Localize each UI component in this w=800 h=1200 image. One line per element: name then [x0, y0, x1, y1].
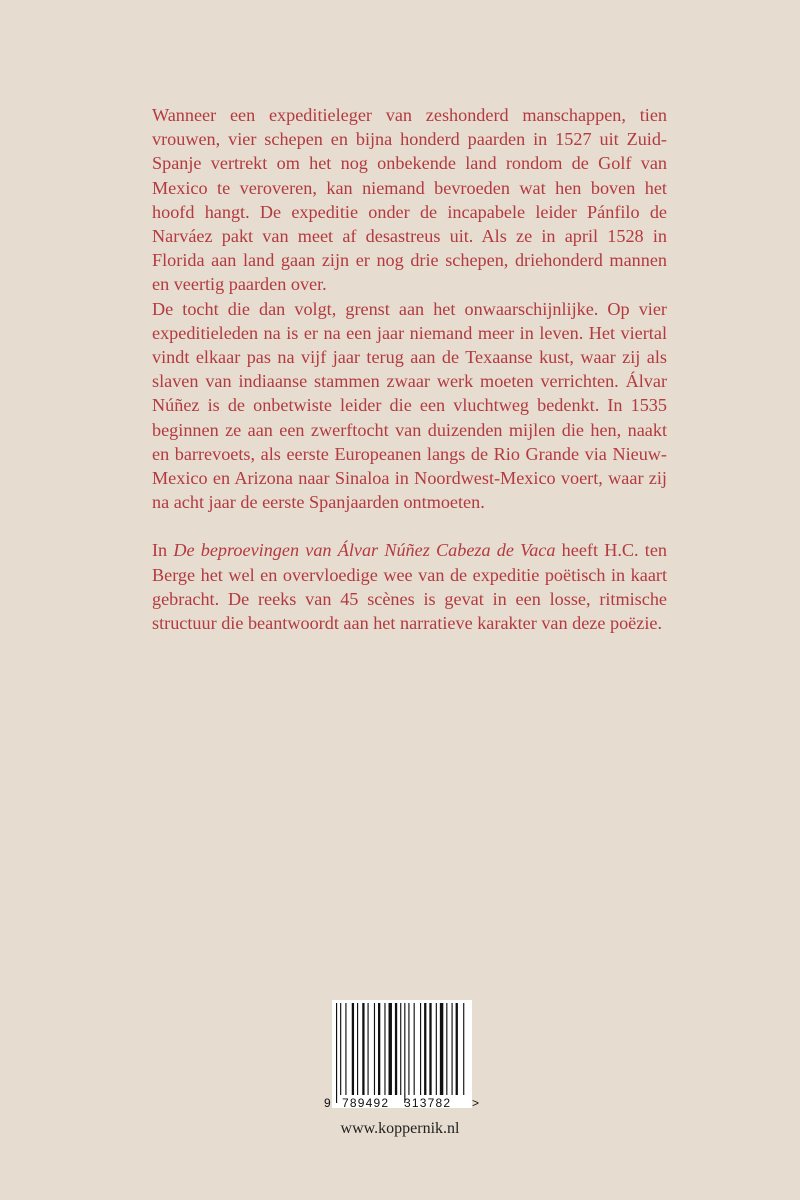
barcode-bar: [340, 1003, 341, 1095]
barcode-bar: [395, 1003, 397, 1095]
barcode-bar: [345, 1003, 346, 1095]
barcode-bar: [456, 1003, 458, 1095]
book-title: De beproevingen van Álvar Núñez Cabeza de Vaca: [173, 540, 556, 561]
barcode-arrow: >: [472, 1096, 480, 1110]
paragraph-spacer: [152, 514, 667, 538]
barcode-bar: [420, 1003, 421, 1095]
barcode-bar: [336, 1003, 337, 1103]
publisher-website: www.koppernik.nl: [340, 1120, 460, 1137]
barcode-right-group: 313782: [404, 1096, 452, 1110]
barcode-bar: [368, 1003, 369, 1095]
barcode-bar: [378, 1003, 380, 1095]
barcode-lead-digit: 9: [324, 1096, 331, 1110]
barcode-bars: [334, 1003, 470, 1107]
barcode-bar: [414, 1003, 415, 1095]
isbn-barcode: [322, 1000, 488, 1110]
barcode-bar: [404, 1003, 405, 1103]
barcode-bar: [446, 1003, 447, 1095]
barcode-left-group: 789492: [342, 1096, 390, 1110]
barcode-bar: [352, 1003, 354, 1095]
paragraph-3-rest: heeft H.C. ten Berge het wel en overvloedige wee van de expeditie poëtisch in kaart gebracht. De reeks van 45 scènes is gevat in een losse, ritmische structuur die beantwoordt aan het narratieve karakter van deze poëzie.: [152, 540, 668, 634]
barcode-bar: [429, 1003, 431, 1095]
blurb-paragraph-1: Wanneer een expeditieleger van zeshonderd manschappen, tien vrouwen, vier schepen en bijna honderd paarden in 1527 uit Zuid-Spanje vertrekt om het nog onbekende land rondom de Golf van Mexico te veroveren, kan niemand bevroeden wat hen boven het hoofd hangt. De expeditie onder de incapabele leider Pánfilo de Narváez pakt van meet af desastreus uit. Als ze in april 1528 in Florida aan land gaan zijn er nog drie schepen, driehonderd mannen en veertig paarden over.: [152, 105, 667, 295]
barcode-bar: [452, 1003, 453, 1095]
barcode-bar: [463, 1003, 464, 1095]
paragraph-3-intro: In: [152, 540, 174, 561]
barcode-bar: [362, 1003, 364, 1095]
barcode-bar: [384, 1003, 385, 1095]
barcode-bar: [440, 1003, 443, 1095]
barcode-bar: [400, 1003, 401, 1095]
barcode-bar: [389, 1003, 392, 1095]
barcode-bar: [357, 1003, 358, 1095]
blurb-paragraph-2: De tocht die dan volgt, grenst aan het onwaarschijnlijke. Op vier expeditieleden na is er na een jaar niemand meer in leven. Het viertal vindt elkaar pas na vijf jaar terug aan de Texaanse kust, waar zij als slaven van indiaanse stammen zwaar werk moeten verrichten. Álvar Núñez is de onbetwiste leider die een vluchtweg bedenkt. In 1535 beginnen ze aan een zwerftocht van duizenden mijlen die hen, naakt en barrevoets, als eerste Europeanen langs de Rio Grande via Nieuw-Mexico en Arizona naar Sinaloa in Noordwest-Mexico voert, waar zij na acht jaar de eerste Spanjaarden ontmoeten.: [152, 298, 667, 513]
barcode-bar: [374, 1003, 375, 1095]
barcode-bar: [408, 1003, 409, 1095]
blurb-text: [152, 103, 667, 635]
barcode-bar: [424, 1003, 426, 1095]
blurb-paragraph-3: [152, 538, 667, 635]
barcode-bar: [436, 1003, 437, 1095]
